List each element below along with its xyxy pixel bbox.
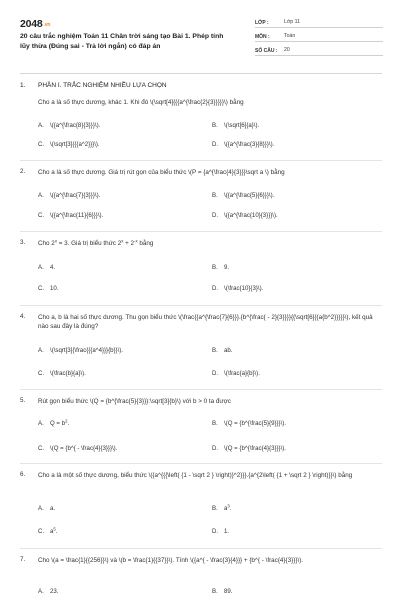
meta-value: Toán (284, 33, 296, 40)
option-text: \(Q = {b^{ - \frac{4}{3}}}\). (50, 445, 118, 452)
option-text (50, 420, 69, 427)
option-b[interactable] (212, 192, 274, 200)
site-logo[interactable] (20, 17, 50, 31)
option-text: \(\frac{a}{b}\). (224, 370, 260, 377)
logo-suffix: .vn (43, 22, 51, 28)
text-part: . (229, 505, 232, 512)
option-letter: A. (38, 264, 44, 271)
option-a[interactable] (38, 122, 100, 130)
option-text: 23. (50, 588, 59, 595)
question-number: 5. (20, 397, 26, 404)
option-letter: B. (212, 347, 218, 354)
question-text: Cho a là số thực dương. Giá trị rút gọn của biểu thức \(P = {a^{\frac{4}{3}}}\sqrt a \) bằng (38, 169, 285, 176)
exponent: -x (134, 238, 138, 244)
option-text: \(\sqrt[6]{a}\). (224, 122, 260, 129)
question-divider (20, 389, 382, 390)
logo-text: 2048 (20, 18, 43, 30)
question-divider (20, 160, 382, 161)
option-text: 9. (224, 264, 230, 271)
option-letter: C. (38, 370, 45, 377)
question-text: Cho \(a = \frac{1}{{256}}\) và \(b = \frac{1}{{37}}\). Tính \({a^{ - \frac{3}{4}}} + {b^{ - \frac{4}{3}}}\). (38, 557, 304, 564)
option-letter: C. (38, 285, 45, 292)
option-text: \({a^{\frac{11}{6}}}\). (50, 212, 104, 219)
document-title: 20 câu trắc nghiệm Toán 11 Chân trời sáng tạo Bài 1. Phép tính lũy thừa (Đúng sai - Trả lời ngắn) có đáp án (20, 33, 224, 50)
option-a[interactable] (38, 264, 55, 272)
option-b[interactable] (212, 588, 232, 596)
option-text: 4. (50, 264, 56, 271)
option-a[interactable] (38, 505, 55, 513)
text-part: Cho 2 (38, 240, 55, 247)
option-c[interactable] (38, 528, 57, 536)
question-divider (20, 548, 382, 549)
question-text: Rút gọn biểu thức \(Q = {b^{\frac{5}{3}}}:\sqrt[3]{b}\) với b > 0 ta được (38, 398, 231, 405)
question-number: 7. (20, 556, 26, 563)
meta-row-class (255, 15, 383, 28)
text-part: . (67, 420, 70, 427)
exponent: 3 (227, 503, 230, 509)
option-c[interactable] (38, 285, 58, 293)
meta-value: Lớp 11 (284, 19, 300, 26)
option-text: a. (50, 505, 56, 512)
text-part: = 3. Giá trị biểu thức 2 (56, 240, 122, 247)
option-text: \(Q = {b^{\frac{4}{3}}}\). (224, 445, 286, 452)
option-letter: D. (212, 445, 219, 452)
option-text: \({a^{\frac{5}{6}}}\). (224, 192, 275, 199)
option-letter: A. (38, 420, 44, 427)
option-letter: D. (212, 370, 219, 377)
text-part: + 2 (123, 240, 135, 247)
option-letter: A. (38, 588, 44, 595)
option-text (50, 528, 57, 535)
option-text: 1. (224, 528, 230, 535)
option-b[interactable] (212, 505, 231, 513)
header-divider (20, 73, 382, 74)
meta-value: 20 (284, 47, 290, 54)
option-text (224, 505, 231, 512)
option-d[interactable] (212, 445, 286, 453)
option-letter: B. (212, 192, 218, 199)
option-c[interactable] (38, 141, 100, 149)
question-divider (20, 463, 382, 464)
option-text: \(\sqrt[3]{\frac{{{a^4}}}{b}}\). (50, 347, 123, 354)
option-letter: B. (212, 505, 218, 512)
option-letter: D. (212, 212, 219, 219)
section-title: PHẦN I. TRẮC NGHIỆM NHIỀU LỰA CHỌN (38, 82, 167, 89)
option-text: \(Q = {b^{\frac{5}{9}}}\). (224, 420, 286, 427)
option-letter: C. (38, 141, 45, 148)
option-b[interactable] (212, 264, 229, 272)
option-letter: A. (38, 505, 44, 512)
question-divider (20, 305, 382, 306)
option-letter: D. (212, 141, 219, 148)
option-text: \({a^{\frac{7}{3}}}\). (50, 192, 101, 199)
meta-key: MÔN : (255, 34, 270, 41)
option-d[interactable] (212, 370, 260, 378)
question-divider (20, 231, 382, 232)
option-letter: B. (212, 264, 218, 271)
question-number: 4. (20, 313, 26, 320)
question-text (38, 239, 384, 248)
option-letter: A. (38, 347, 44, 354)
option-text: \({a^{\frac{8}{3}}}\). (50, 122, 101, 129)
option-letter: A. (38, 122, 44, 129)
option-text: 10. (50, 285, 59, 292)
option-text: \({a^{\frac{10}{3}}}\). (224, 212, 278, 219)
option-letter: B. (212, 588, 218, 595)
text-part: Q = b (50, 420, 66, 427)
option-text: \(\frac{b}{a}\). (50, 370, 86, 377)
text-part: bằng (137, 240, 154, 247)
option-a[interactable] (38, 588, 58, 596)
question-number: 2. (20, 168, 26, 175)
option-text: ab. (224, 347, 233, 354)
option-letter: B. (212, 122, 218, 129)
text-part: a (224, 505, 228, 512)
option-b[interactable] (212, 122, 259, 130)
option-a[interactable] (38, 192, 100, 200)
exponent: 5 (53, 526, 56, 532)
document-header (0, 0, 400, 64)
option-letter: C. (38, 528, 45, 535)
option-letter: C. (38, 212, 45, 219)
exponent: 2 (65, 418, 68, 424)
text-part: a (50, 528, 54, 535)
document-meta (255, 15, 383, 57)
text-part: . (55, 528, 58, 535)
exponent: x (121, 238, 124, 244)
option-c[interactable] (38, 370, 86, 378)
option-text: \(\frac{10}{3}\). (224, 285, 264, 292)
option-b[interactable] (212, 420, 286, 428)
option-letter: A. (38, 192, 44, 199)
option-c[interactable] (38, 445, 117, 453)
option-b[interactable] (212, 347, 232, 355)
option-d[interactable] (212, 212, 278, 220)
option-text: \({a^{\frac{3}{8}}}\). (224, 141, 275, 148)
section-number: 1. (20, 82, 26, 89)
question-text: Cho a là một số thực dương, biểu thức \({a^{{{\left( {1 - \sqrt 2 } \right)}^2}}}.{a^{2\left( {1 + \sqrt 2 } \right)}}\) bằng (38, 472, 353, 479)
option-letter: D. (212, 285, 219, 292)
option-letter: C. (38, 445, 45, 452)
option-d[interactable] (212, 141, 274, 149)
option-d[interactable] (212, 528, 229, 536)
question-number: 3. (20, 239, 26, 246)
option-a[interactable] (38, 347, 123, 355)
option-text: \(\sqrt[3]{{{a^2}}}\). (50, 141, 100, 148)
question-text: Cho a, b là hai số thực dương. Thu gọn biểu thức \(\frac{{a^{\frac{7}{6}}}.{b^{\frac{ - 2}{3}}}}{{\sqrt[6]{{a{b^2}}}}}\), kết quả nào sau đây là đúng? (38, 314, 373, 331)
meta-row-subject (255, 29, 383, 42)
option-d[interactable] (212, 285, 263, 293)
meta-row-count (255, 43, 383, 56)
option-c[interactable] (38, 212, 103, 220)
meta-key: SỐ CÂU : (255, 48, 278, 55)
option-text: 89. (224, 588, 233, 595)
option-a[interactable] (38, 420, 69, 428)
question-number: 6. (20, 471, 26, 478)
exponent: x (54, 238, 57, 244)
option-letter: B. (212, 420, 218, 427)
option-letter: D. (212, 528, 219, 535)
meta-key: LỚP : (255, 20, 269, 27)
question-text: Cho a là số thực dương, khác 1. Khi đó \(\sqrt[4]{{{a^{\frac{2}{3}}}}}\) bằng (38, 99, 244, 106)
